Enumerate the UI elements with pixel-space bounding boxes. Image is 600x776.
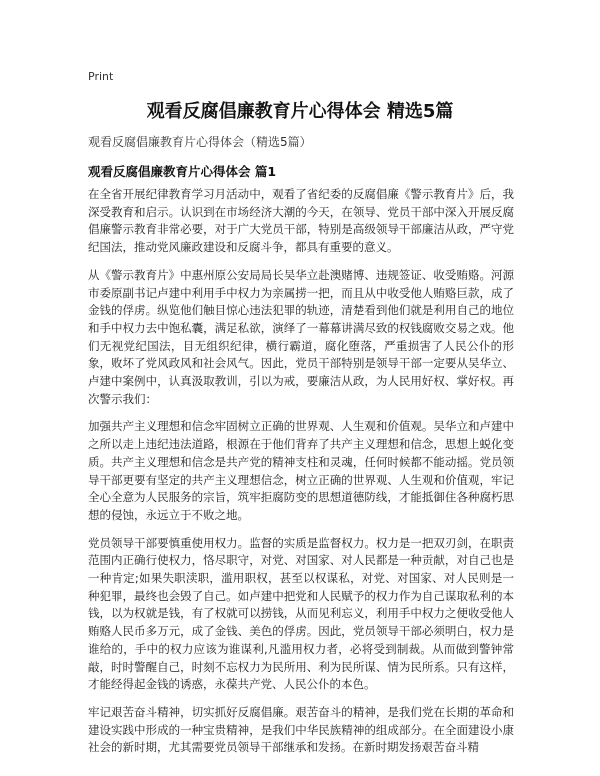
- paragraph: 党员领导干部要慎重使用权力。监督的实质是监督权力。权力是一把双刃剑，在职责范围内正确行使权力，恪尽职守，对党、对国家、对人民都是一种贡献，对自己也是一种肯定;如果失职渎职，滥用职权，甚至以权谋私，对党、对国家、对人民则是一种犯罪，最终也会毁了自己。如卢建中把党和人民赋予的权力作为自己谋取私利的本钱，以为权就是钱，有了权就可以捞钱，从而见利忘义，利用手中权力之便收受他人贿赂人民币多万元，成了金钱、美色的俘虏。因此，党员领导干部必须明白，权力是谁给的，手中的权力应该为谁谋利,凡滥用权力者，必将受到制裁。从而做到警钟常敲，时时警醒自己，时刻不忘权力为民所用、利为民所谋、情为民所系。只有这样，才能经得起金钱的诱惑，永葆共产党、人民公仆的本色。: [88, 535, 514, 692]
- print-label: Print: [88, 70, 114, 83]
- document-subtitle: 观看反腐倡廉教育片心得体会（精选5篇）: [88, 135, 312, 149]
- paragraph: 在全省开展纪律教育学习月活动中，观看了省纪委的反腐倡廉《警示教育片》后，我深受教育和启示。认识到在市场经济大潮的今天，在领导、党员干部中深入开展反腐倡廉警示教育非常必要，对于广大党员干部，特别是高级领导干部廉洁从政，严守党纪国法，推动党风廉政建设和反腐斗争，都具有重要的意义。: [88, 187, 514, 255]
- section-heading: 观看反腐倡廉教育片心得体会 篇1: [88, 164, 277, 179]
- document-title: 观看反腐倡廉教育片心得体会 精选5篇: [146, 101, 454, 122]
- paragraph: 牢记艰苦奋斗精神，切实抓好反腐倡廉。艰苦奋斗的精神，是我们党在长期的革命和建设实践中形成的一种宝贵精神，是我们中华民族精神的组成部分。在全面建设小康社会的新时期，尤其需要党员领导干部继承和发扬。在新时期发扬艰苦奋斗精: [88, 704, 514, 755]
- article-body: [88, 186, 514, 767]
- paragraph: 加强共产主义理想和信念牢固树立正确的世界观、人生观和价值观。吴华立和卢建中之所以走上违纪违法道路，根源在于他们背弃了共产主义理想和信念，思想上蜕化变质。共产主义理想和信念是共产党的精神支柱和灵魂，任何时候都不能动摇。党员领导干部更要有坚定的共产主义理想信念，树立正确的世界观、人生观和价值观，牢记全心全意为人民服务的宗旨，筑牢拒腐防变的思想道德防线，才能抵御住各种腐朽思想的侵蚀，永远立于不败之地。: [88, 419, 514, 522]
- paragraph: 从《警示教育片》中惠州原公安局局长吴华立赴澳赌博、违规签证、收受贿赂。河源市委原副书记卢建中利用手中权力为亲属捞一把，而且从中收受他人贿赂巨款，成了金钱的俘虏。纵览他们触目惊心违法犯罪的轨迹，清楚看到他们就是利用自己的地位和手中权力去中饱私囊，满足私欲，演绎了一幕幕讲满尽致的权钱腐败交易之戏。他们无视党纪国法，目无组织纪律，横行霸道，腐化堕落，严重损害了人民公仆的形象，败坏了党风政风和社会风气。因此，党员干部特别是领导干部一定要从吴华立、卢建中案例中，认真汲取教训，引以为戒，要廉洁从政，为人民用好权、掌好权。再次警示我们：: [88, 267, 514, 406]
